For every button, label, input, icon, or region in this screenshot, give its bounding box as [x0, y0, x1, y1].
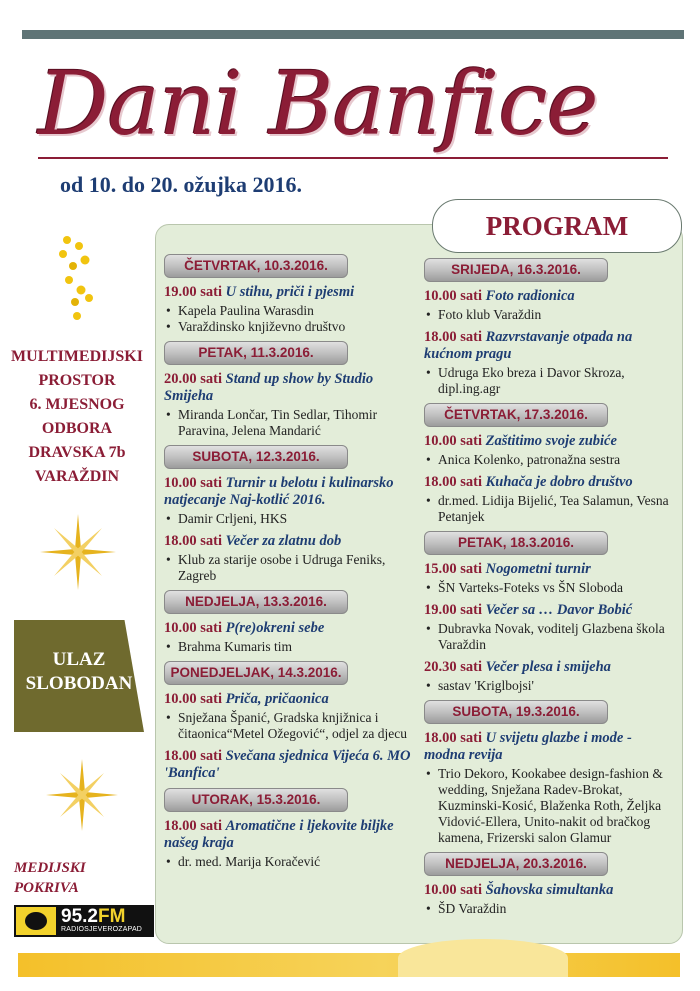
event-details: [424, 901, 676, 917]
event-time: 15.00 sati: [424, 561, 482, 577]
star-decoration-icon: [44, 757, 120, 833]
event-participant: • ŠN Varteks-Foteks vs ŠN Sloboda: [424, 580, 676, 596]
event-title: Foto radionica: [485, 288, 575, 304]
event-item: [164, 691, 418, 708]
event-participant: • Foto klub Varaždin: [424, 307, 676, 323]
event-item: [424, 329, 676, 363]
radio-freq-unit: FM: [97, 906, 126, 927]
day-header: UTORAK, 15.3.2016.: [164, 788, 348, 812]
event-participant: • Varaždinsko književno društvo: [164, 319, 418, 335]
event-details: [164, 407, 418, 439]
event-participant: • dr.med. Lidija Bijelić, Tea Salamun, Vesna Petanjek: [424, 493, 676, 525]
event-details: [424, 452, 676, 468]
day-header: ČETVRTAK, 10.3.2016.: [164, 254, 348, 278]
event-details: [424, 307, 676, 323]
event-title: Šahovska simultanka: [485, 882, 614, 898]
event-participant: • ŠD Varaždin: [424, 901, 676, 917]
event-details: [164, 854, 418, 870]
free-entry-line: SLOBODAN: [25, 673, 133, 694]
event-time: 18.00 sati: [424, 329, 482, 345]
event-title: Aromatične i ljekovite biljke našeg kraja: [164, 818, 394, 851]
star-decoration-icon: [38, 512, 118, 592]
venue-line: DRAVSKA 7b: [28, 444, 126, 461]
event-title: Priča, pričaonica: [225, 691, 329, 707]
radio-emblem-icon: [16, 907, 56, 935]
event-details: [424, 678, 676, 694]
event-details: [164, 303, 418, 335]
event-participant: • Snježana Španić, Gradska knjižnica i čitaonica“Metel Ožegović“, odjel za djecu: [164, 710, 418, 742]
event-details: [164, 511, 418, 527]
day-header: ČETVRTAK, 17.3.2016.: [424, 403, 608, 427]
event-details: [164, 639, 418, 655]
event-time: 18.00 sati: [164, 748, 222, 764]
event-time: 10.00 sati: [164, 475, 222, 491]
event-participant: • Udruga Eko breza i Davor Skroza, dipl.ing.agr: [424, 365, 676, 397]
event-title: Zaštitimo svoje zubiće: [485, 433, 617, 449]
event-time: 19.00 sati: [164, 284, 222, 300]
event-participant: • Kapela Paulina Warasdin: [164, 303, 418, 319]
event-item: [424, 882, 676, 899]
event-participant: • Trio Dekoro, Kookabee design-fashion & wedding, Snježana Radev-Brokat, Kuzminski-Kosić, Blaženka Roth, Željka Vidović-Ellera, Unito-nakit od bračkog kamena, Frizerski salon Glamur: [424, 766, 676, 846]
radio-freq-number: 95.2: [61, 906, 98, 927]
radio-logo: [14, 905, 154, 937]
dots-decoration-icon: [55, 232, 115, 327]
radio-station-name: RADIOSJEVEROZAPAD: [61, 926, 143, 933]
event-time: 10.00 sati: [424, 433, 482, 449]
day-header: PONEDJELJAK, 14.3.2016.: [164, 661, 348, 685]
event-details: [424, 365, 676, 397]
media-line: POKRIVA: [14, 880, 79, 896]
media-line: MEDIJSKI: [14, 860, 86, 876]
event-title: Večer sa … Davor Bobić: [485, 602, 633, 618]
event-details: [164, 552, 418, 584]
radio-frequency: [61, 906, 125, 928]
event-details: [424, 766, 676, 846]
free-entry-line: ULAZ: [52, 649, 106, 670]
event-time: 18.00 sati: [164, 533, 222, 549]
day-header: SRIJEDA, 16.3.2016.: [424, 258, 608, 282]
top-bar: [22, 30, 684, 39]
venue-line: ODBORA: [41, 420, 113, 437]
event-item: [424, 561, 676, 578]
venue-line: 6. MJESNOG: [29, 396, 125, 413]
event-title: U svijetu glazbe i mode - modna revija: [424, 730, 632, 763]
event-title: Turnir u belotu i kulinarsko natjecanje Naj-kotlić 2016.: [164, 475, 394, 508]
poster-title: Dani Banfice: [38, 52, 598, 155]
event-participant: • sastav 'Kriglbojsi': [424, 678, 676, 694]
event-item: [164, 284, 418, 301]
event-item: [164, 620, 418, 637]
media-sponsor-label: [14, 858, 86, 898]
event-participant: • Damir Crljeni, HKS: [164, 511, 418, 527]
day-header: SUBOTA, 19.3.2016.: [424, 700, 608, 724]
event-title: Razvrstavanje otpada na kućnom pragu: [424, 329, 633, 362]
event-details: [424, 621, 676, 653]
event-time: 20.00 sati: [164, 371, 222, 387]
event-item: [424, 602, 676, 619]
event-time: 10.00 sati: [424, 882, 482, 898]
event-item: [424, 288, 676, 305]
event-title: U stihu, priči i pjesmi: [225, 284, 355, 300]
event-time: 18.00 sati: [164, 818, 222, 834]
event-time: 18.00 sati: [424, 474, 482, 490]
venue-line: VARAŽDIN: [34, 468, 120, 485]
event-time: 18.00 sati: [424, 730, 482, 746]
event-title: Nogometni turnir: [485, 561, 591, 577]
event-item: [164, 533, 418, 550]
event-title: Kuhača je dobro društvo: [485, 474, 633, 490]
day-header: NEDJELJA, 20.3.2016.: [424, 852, 608, 876]
event-item: [424, 659, 676, 676]
event-item: [164, 818, 418, 852]
event-participant: • Miranda Lončar, Tin Sedlar, Tihomir Paravina, Jelena Mandarić: [164, 407, 418, 439]
program-left-column: [164, 248, 418, 876]
venue-line: PROSTOR: [38, 372, 116, 389]
event-title: P(re)okreni sebe: [225, 620, 325, 636]
title-underline: [38, 157, 668, 159]
venue-line: MULTIMEDIJSKI: [11, 348, 143, 365]
program-heading: PROGRAM: [432, 199, 682, 253]
event-details: [424, 580, 676, 596]
event-time: 10.00 sati: [164, 620, 222, 636]
event-time: 10.00 sati: [164, 691, 222, 707]
event-participant: • Klub za starije osobe i Udruga Feniks, Zagreb: [164, 552, 418, 584]
day-header: PETAK, 18.3.2016.: [424, 531, 608, 555]
event-participant: • Brahma Kumaris tim: [164, 639, 418, 655]
event-title: Večer za zlatnu dob: [225, 533, 342, 549]
event-item: [164, 748, 418, 782]
event-time: 19.00 sati: [424, 602, 482, 618]
day-header: SUBOTA, 12.3.2016.: [164, 445, 348, 469]
day-header: NEDJELJA, 13.3.2016.: [164, 590, 348, 614]
event-title: Stand up show by Studio Smijeha: [164, 371, 374, 404]
event-item: [424, 433, 676, 450]
bottom-bar: [18, 953, 680, 977]
event-item: [424, 730, 676, 764]
event-participant: • Dubravka Novak, voditelj Glazbena škola Varaždin: [424, 621, 676, 653]
event-details: [164, 710, 418, 742]
event-dates: od 10. do 20. ožujka 2016.: [60, 172, 303, 197]
free-entry-text: [14, 648, 144, 696]
event-participant: • Anica Kolenko, patronažna sestra: [424, 452, 676, 468]
event-participant: • dr. med. Marija Koračević: [164, 854, 418, 870]
event-time: 10.00 sati: [424, 288, 482, 304]
program-right-column: [424, 252, 676, 923]
event-title: Večer plesa i smijeha: [485, 659, 611, 675]
event-item: [164, 371, 418, 405]
day-header: PETAK, 11.3.2016.: [164, 341, 348, 365]
event-details: [424, 493, 676, 525]
event-time: 20.30 sati: [424, 659, 482, 675]
event-title: Svečana sjednica Vijeća 6. MO 'Banfica': [164, 748, 411, 781]
event-item: [424, 474, 676, 491]
event-item: [164, 475, 418, 509]
venue-address: [2, 345, 152, 489]
